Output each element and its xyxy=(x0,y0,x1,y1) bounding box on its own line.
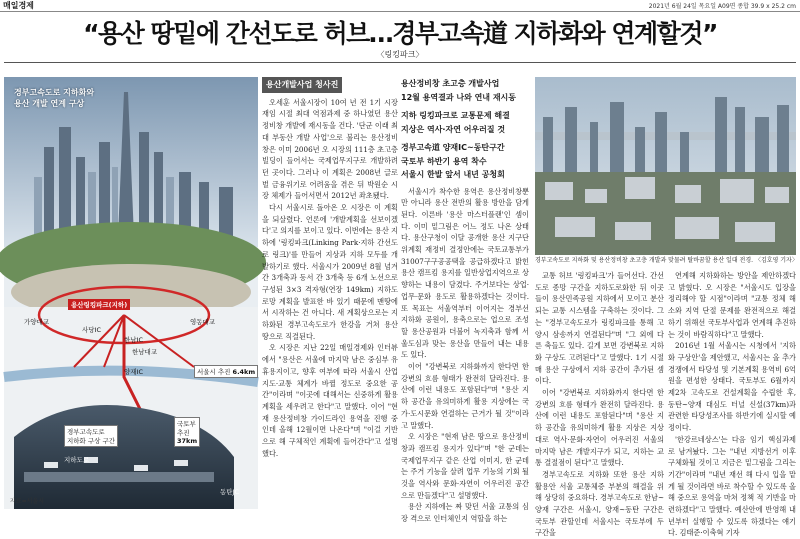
yangjae-label: 양재IC xyxy=(124,368,144,376)
infographic xyxy=(4,77,258,509)
col4-paragraph-3: '한강르네상스'는 다음 임기 핵심과제로 남겨놨다. 그는 "내년 지방선거 이후 구체화될 것이고 지금은 밑그림을 그리는 기간"이라며 "내년 재선 해 다시 입을 맡게 될 것이라면 바로 착수할 수 있도록 올해 중으로 용역을 마쳐 정책 적 기반을 마련하겠다"고 말했다. 예산안에 반영해 내년부터 실행할 수 있도록 하겠다는 얘기다. 김태준·이축혁 기자 xyxy=(668,434,796,538)
gukto-label xyxy=(174,417,200,447)
hannam-label: 한남대교 xyxy=(132,348,158,356)
subhead-3-line2: 국토부 하반기 용역 착수 xyxy=(401,156,487,166)
photo-caption: 경부고속도로 지하화 및 용산정비창 초고층 개발과 맞물려 탈바꿈할 용산 일대 전경. 〈김호영 기자〉 xyxy=(535,257,798,264)
section-box-title: 용산개발사업 청사진 xyxy=(262,77,342,93)
subhead: 〈링킹파크〉 xyxy=(376,50,424,59)
col3-paragraph-1: 교통 허브 '링킹파크'가 들어선다. 간선도로 종망 구간을 지하도로화한 뒤 이곳들이 용산민족공원 지하에서 모이고 분산되는 교통 시스템을 구축하는 것이다. 그는 "경부고속도로가 링킹파크를 통해 고양시 삼송까지 연결된다"며 "그 외에 다른 축들도 있다. 길게 보면 강변북로 지하화 구상도 고려된다"고 말했다. 1기 시절 매 용산 구상에서 지하 공간이 추가된 셈이다. xyxy=(535,271,664,386)
subheadlines xyxy=(401,77,529,182)
infographic-title xyxy=(14,87,94,109)
corridor-text2: 지하화 구상 구간 xyxy=(67,437,116,445)
seoul-section-label xyxy=(194,365,258,378)
col1-paragraph-3: 오 시장은 지난 22일 매일경제와 인터뷰에서 "용산은 서울에 마지막 남은 중심부 유휴용지이고, 향후 여부에 따라 서울시 산업지도·교통 체계가 바뀔 정도로 중요한 공간"이라며 "이곳에 대해서는 신중하게 활용 계획을 세우려고 한다"고 말했다. 이어 "현재 용산정비창 가이드라인 용역을 진행 중인데 올해 12월이면 나온다"며 "이걸 기반으로 해 구체적인 계획에 들어간다"고 설명했다. xyxy=(262,343,398,458)
saddang-label: 사당IC xyxy=(82,326,102,334)
col2-paragraph-2: 이어 "강변북로 지하화까지 한다면 한강변의 흐름 형태가 완전히 달라진다. 용산에 이런 내용도 포함된다"며 "용산 지하 공간을 유의미하게 활용 지상에는 국가·도시문화 연결하는 근거가 될 것"이라고 말했다. xyxy=(401,362,529,430)
infographic-title-line2: 용산 개발 연계 구상 xyxy=(14,99,85,108)
dongtan-label: 동탄JC xyxy=(220,488,240,496)
col3-paragraph-2: 이어 "강변북로 지하화까지 한다면 한강변의 흐름 형태가 완전히 달라진다. 용산에 이런 내용도 포함된다"며 "용산 지하 공간을 유의미하게 활용 지상은 지상대로 역사·문화·자연이 어우러진 서울의 마지막 남은 개발지구가 되고, 지하는 교통 결절점이 된다"고 말했다. xyxy=(535,388,664,468)
linking-park-label: 용산링킹파크(지하) xyxy=(68,299,130,310)
city-photo-image xyxy=(535,77,796,255)
hannam-ic-label: 한남IC xyxy=(124,336,144,344)
col4-paragraph-2: 2016년 1월 서울시는 시청에서 '지하화 구상안'을 제안했고, 서울시는 올 추가 경쟁에서 타당성 및 기본계획 용역비 6억원을 편성한 상태다. 국토부도 6월까지 제2차 고속도로 건설계획을 수립한 후, 동탄~양재 대심도 터널 신설(37km)과 관련한 타당성조사를 하반기에 실시할 예정이다. xyxy=(668,341,796,433)
col2-paragraph-3: 오 시장은 "현재 남은 땅으로 용산정비창과 캠프킴 용지가 있다"며 "한 군데는 국제업무지구 같은 산업 이미지, 한 군데는 주거 기능을 살려 업무 기능의 기회 될 것을 역사와 문화·자연이 어우러진 공간으로 만들겠다"고 설명했다. xyxy=(401,432,529,500)
col2-paragraph-1: 서울시가 착수한 용역은 용산정비창뿐만 아니라 용산 전반의 활용 방안을 담게 된다. 이른바 '용산 마스터플랜'인 셈이다. 이미 밑그림은 어느 정도 나온 상태다. 용산구청이 이달 공개한 용산 지구단위계획 재정비 결정안에는 국토교통부가 31007구구공공택을 공급하겠다고 밝힌 용산 캠프킴 용지를 일반상업지역으로 상향하는 내용이 담겼다. 주거보다는 상업·업무·문화 용도로 활용하겠다는 것이다. 또 목표는 서울역부터 이어지는 경부선 지하화 공원이, 용축으로는 업으로 조성할 용산공원과 더불어 녹지축과 함께 서울도심과 맞는 용산을 만들어 내는 내용도 있다. xyxy=(401,186,529,360)
gukto-km: 37km xyxy=(177,437,198,445)
issue-meta: 2021년 6월 24일 목요일 A09면 종합 39.9 x 25.2 cm xyxy=(648,3,796,10)
article-column-4 xyxy=(668,270,796,538)
masthead xyxy=(0,0,800,12)
headline-rule xyxy=(4,62,796,63)
headline: “용산 땅밑에 간선도로 허브…경부고속道 지하화와 연계할것” xyxy=(83,19,717,48)
col2-paragraph-4: 용산 지하에는 짜 맞던 서울 교통의 심장 격으로 인터체인지 역할을 하는 xyxy=(401,502,529,524)
seoul-section-text: 서울시 추진 xyxy=(197,368,231,376)
subhead-3-line1: 경부고속道 양재IC~동탄구간 xyxy=(401,143,505,152)
subhead-3-line3: 서울시 한발 앞서 내년 공청회 xyxy=(401,170,505,179)
subhead-2-line2: 지상은 역사·자연 어우러질 것 xyxy=(401,124,506,134)
corridor-label xyxy=(64,425,118,447)
infographic-title-line1: 경부고속도로 지하화와 xyxy=(14,88,95,97)
subhead-1-line2: 12월 용역결과 나와 연내 재시동 xyxy=(401,92,517,102)
newspaper-brand: 매일경제 xyxy=(3,1,34,10)
city-photo xyxy=(535,77,796,255)
article-column-1 xyxy=(262,77,398,509)
subhead-1-line1: 용산정비창 초고층 개발사업 xyxy=(401,79,500,88)
gukto-text: 국토부 xyxy=(177,420,196,428)
corridor-text: 경부고속도로 xyxy=(67,428,105,436)
article-column-3 xyxy=(535,270,664,538)
infographic-illustration xyxy=(4,77,258,509)
article-column-2 xyxy=(401,77,529,524)
gayang-label: 가양대교 xyxy=(24,318,50,326)
underground-label: 지하도로 xyxy=(64,456,90,464)
col1-paragraph-2: 다시 서울시로 돌아온 오 시장은 이 계획을 되살렸다. 언론에 '개발계획을 선보이겠다'고 의지를 보이고 있다. 이번에는 용산 지하에 '링킹파크(Linking Park·지하 간선도로 링크)'를 만들어 지상과 지하 모두를 개발하기로 했다. 서울시가 2009년 8월 넘겨 간 3개축과 동서 간 3개축 등 6개 노선으로 구성된 3×3 격자형(연장 149km) 지하도로망 계획을 발표한 바 있기 때문에 맨땅에서 시작하는 건 아니다. 새 계획상으로는 지하화된 경부고속도로가 한강을 거쳐 용산 땅으로 직결된다. xyxy=(262,203,399,341)
col3-paragraph-3: 경부고속도로 지하화 또한 용산 지하 활용안 서울 교통체증 부분의 해결을 위해 상당히 중요하다. 경부고속도로 한남~양재 구간은 서울시, 양재~동탄 구간은 국토부 관할인데 서울시는 국토부에 두 구간을 xyxy=(535,469,664,538)
yeongdong-label: 영동대교 xyxy=(190,318,216,326)
col1-paragraph-1: 오세훈 서울시장이 10여 년 전 1기 시장 재임 시절 최대 역점과제 중 하나였던 용산정비창 개발에 재시동을 건다. '단군 이래 최대 부동산 개발 사업'으로 불리는 용산정비창은 이미 2006년 오 시장의 111층 초고층 빌딩이 들어서는 국제업무지구로 개발하려던 곳이다. 그러나 이 계획은 2008년 글로벌 금융위기로 어려움을 겪은 뒤 박원순 시장 체제가 들어서면서 2012년 좌초됐다. xyxy=(262,97,399,201)
col4-paragraph-1: 연계해 지하화하는 방안을 제안하겠다고 밝혔다. 오 시장은 "서울시도 입장을 정리해야 할 시점"이라며 "교통 정체 해소와 지역 단절 문제를 완전적으로 해결하기 위해선 국토부사업과 연계해 추진하는 것이 바람직하다"고 말했다. xyxy=(668,271,796,339)
subhead-2-line1: 지하 링킹파크로 교통문제 해결 xyxy=(401,111,510,120)
infographic-source: 자료=서울시 xyxy=(10,498,45,505)
seoul-section-km: 6.4km xyxy=(232,368,256,376)
gukto-plan: 추진 xyxy=(177,429,190,437)
